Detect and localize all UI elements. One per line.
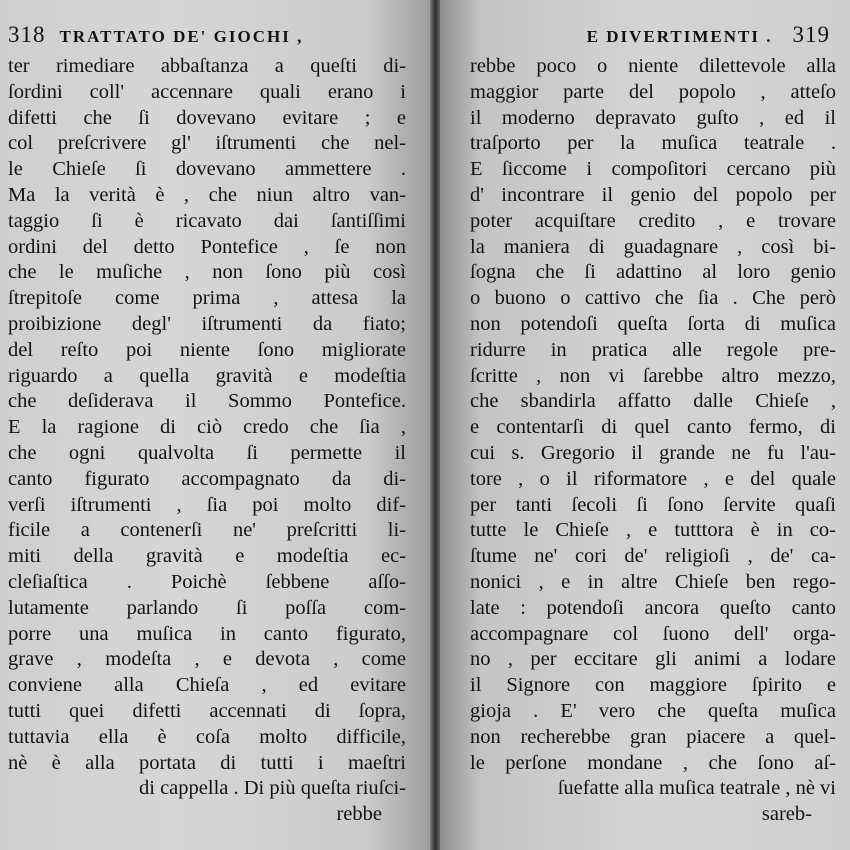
right-page-text-line: nonici , e in altre Chieſe ben rego- — [470, 570, 836, 593]
left-page-text-line: tutti quei difetti accennati di ſopra, — [8, 699, 406, 722]
left-page-text-line: verſi iſtrumenti , ſia poi molto dif- — [8, 493, 406, 516]
left-page-text-line: Ma la verità è , che niun altro van- — [8, 183, 406, 206]
left-page-text-line: col preſcrivere gl' iſtrumenti che nel- — [8, 132, 406, 155]
left-page-text-line: miti della gravità e modeſtia ec- — [8, 545, 406, 568]
left-page-text-line: grave , modeſta , e devota , come — [8, 648, 406, 671]
left-page-text-line: lutamente parlando ſi poſſa com- — [8, 596, 406, 619]
right-page-text-line: per tanti ſecoli ſi ſono ſervite quaſi — [470, 493, 836, 516]
right-running-head: E DIVERTIMENTI . — [586, 27, 773, 46]
right-page-text-line: poter acquiſtare credito , e trovare — [470, 209, 836, 232]
left-page-body — [8, 54, 406, 802]
right-page-body — [470, 54, 836, 802]
right-page-text-line: le perſone mondane , che ſono aſ- — [470, 751, 836, 774]
left-running-head: TRATTATO DE' GIOCHI , — [59, 27, 304, 46]
left-page-text-line: che deſiderava il Sommo Pontefice. — [8, 390, 406, 413]
right-page-text-line: o buono o cattivo che ſia . Che però — [470, 287, 836, 310]
right-page-text-line: no , per eccitare gli animi a lodare — [470, 648, 836, 671]
right-page — [440, 0, 850, 850]
right-page-text-line: e contentarſi di quel canto fermo, di — [470, 416, 836, 439]
right-page-text-line: gioja . E' vero che queſta muſica — [470, 699, 836, 722]
right-page-text-line: cui s. Gregorio il grande ne fu l'au- — [470, 441, 836, 464]
left-page-text-line: E la ragione di ciò credo che ſia , — [8, 416, 406, 439]
left-page-text-line: che ogni qualvolta ſi permette il — [8, 441, 406, 464]
right-page-text-line: accompagnare col ſuono dell' orga- — [470, 622, 836, 645]
left-page-text-line: conviene alla Chieſa , ed evitare — [8, 674, 406, 697]
right-page-text-line: ridurre in pratica alle regole pre- — [470, 338, 836, 361]
left-page-text-line: ſtrepitoſe come prima , attesa la — [8, 287, 406, 310]
right-page-text-line: il Signore con maggiore ſpirito e — [470, 674, 836, 697]
left-page-text-line: nè è alla portata di tutti i maeſtri — [8, 751, 406, 774]
left-page-header — [8, 22, 406, 54]
left-page-text-line: ter rimediare abbaſtanza a queſti di- — [8, 55, 406, 77]
right-page-text-line: che sbandirla affatto dalle Chieſe , — [470, 390, 836, 413]
left-page-text-line: del reſto poi niente ſono migliorate — [8, 338, 406, 361]
left-page-text-line: difetti che ſi dovevano evitare ; e — [8, 106, 406, 129]
left-catchword: rebbe — [336, 803, 382, 826]
right-page-text-line: ſuefatte alla muſica teatrale , nè vi — [557, 777, 836, 800]
right-page-text-line: ſogna che ſi adattino al loro genio — [470, 261, 836, 284]
left-page-text-line: ficile a contenerſi ne' preſcritti li- — [8, 519, 406, 542]
left-page-text-line: proibizione degl' iſtrumenti da fiato; — [8, 312, 406, 335]
left-page-text-line: ſordini coll' accennare quali erano i — [8, 80, 406, 103]
left-page-text-line: riguardo a quella gravità e modeſtia — [8, 364, 406, 387]
left-page-text-line: cleſiaſtica . Poichè ſebbene aſſo- — [8, 570, 406, 593]
right-page-text-line: E ſiccome i compoſitori cercano più — [470, 158, 836, 181]
left-page-text-line: taggio ſi è ricavato dai ſantiſſimi — [8, 209, 406, 232]
left-page-text-line: canto figurato accompagnato da di- — [8, 467, 406, 490]
right-page-text-line: ſtume ne' cori de' religioſi , de' ca- — [470, 545, 836, 568]
left-page-text-line: che le muſiche , non ſono più così — [8, 261, 406, 284]
left-page-text-line: tuttavia ella è coſa molto difficile, — [8, 725, 406, 748]
left-page-text-line: di cappella . Di più queſta riuſci- — [139, 777, 406, 800]
right-page-number: 319 — [792, 22, 830, 47]
right-page-text-line: non recherebbe gran piacere a quel- — [470, 725, 836, 748]
right-page-text-line: il moderno depravato guſto , ed il — [470, 106, 836, 129]
left-page-text-line: le Chieſe ſi dovevano ammettere . — [8, 158, 406, 181]
right-page-text-line: la maniera di guadagnare , così bi- — [470, 235, 836, 258]
right-catchword: sareb- — [761, 803, 812, 826]
right-page-text-line: late : potendoſi ancora queſto canto — [470, 596, 836, 619]
right-page-text-line: tore , o il riformatore , e del quale — [470, 467, 836, 490]
right-page-text-line: rebbe poco o niente dilettevole alla — [470, 55, 836, 77]
left-page-text-line: ordini del detto Pontefice , ſe non — [8, 235, 406, 258]
right-page-text-line: non potendoſi queſta ſorta di muſica — [470, 312, 836, 335]
right-page-text-line: traſporto per la muſica teatrale . — [470, 132, 836, 155]
right-page-header — [470, 22, 836, 54]
right-page-text-line: maggior parte del popolo , atteſo — [470, 80, 836, 103]
left-page-text-line: porre una muſica in canto figurato, — [8, 622, 406, 645]
right-page-text-line: d' incontrare il genio del popolo per — [470, 183, 836, 206]
right-page-text-line: tutte le Chieſe , e tutttora è in co- — [470, 519, 836, 542]
right-page-text-line: ſcritte , non vi ſarebbe altro mezzo, — [470, 364, 836, 387]
left-page-number: 318 — [8, 22, 46, 47]
